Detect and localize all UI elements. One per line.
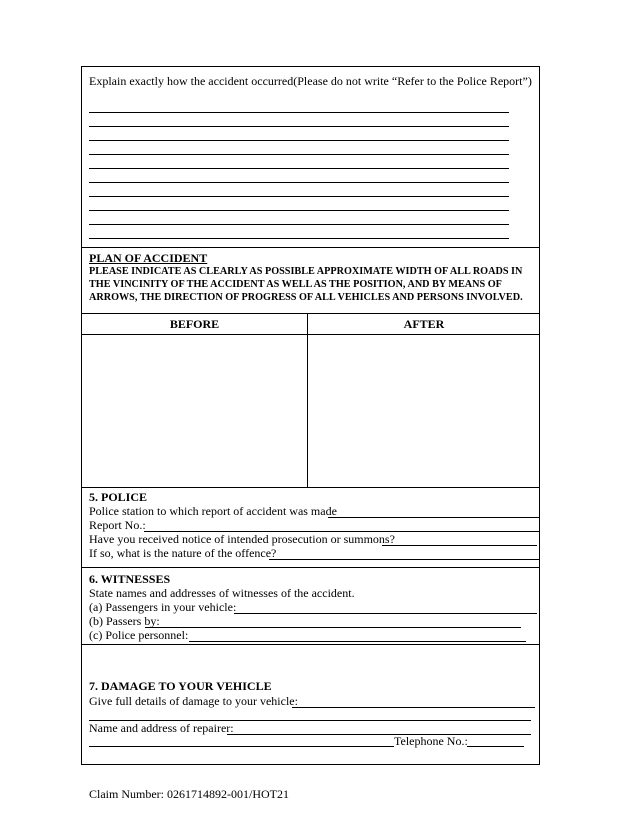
report-number-label: Report No.:	[89, 518, 146, 532]
divider	[82, 487, 539, 488]
explanation-line-3[interactable]	[89, 140, 509, 141]
damage-heading: 7. DAMAGE TO YOUR VEHICLE	[89, 679, 272, 693]
explanation-line-9[interactable]	[89, 224, 509, 225]
damage-details-field[interactable]	[292, 707, 535, 708]
passengers-field[interactable]	[234, 613, 537, 614]
plan-heading: PLAN OF ACCIDENT	[89, 251, 208, 265]
explanation-line-5[interactable]	[89, 168, 509, 169]
police-personnel-label: (c) Police personnel:	[89, 628, 189, 642]
explanation-line-7[interactable]	[89, 196, 509, 197]
divider	[82, 644, 539, 645]
damage-details-label: Give full details of damage to your vehicle:	[89, 694, 298, 708]
police-personnel-field[interactable]	[189, 641, 526, 642]
explanation-line-8[interactable]	[89, 210, 509, 211]
repairer-field-2[interactable]	[89, 746, 394, 747]
police-station-field[interactable]	[328, 517, 539, 518]
witnesses-intro: State names and addresses of witnesses of the accident.	[89, 586, 355, 600]
explanation-line-4[interactable]	[89, 154, 509, 155]
divider	[82, 313, 539, 314]
explanation-line-6[interactable]	[89, 182, 509, 183]
explanation-prompt: Explain exactly how the accident occurred(Please do not write “Refer to the Police Report”)	[89, 74, 532, 88]
explanation-line-2[interactable]	[89, 126, 509, 127]
claim-number: Claim Number: 0261714892-001/HOT21	[89, 787, 289, 801]
divider	[82, 247, 539, 248]
plan-instruction-2: THE VINCINITY OF THE ACCIDENT AS WELL AS THE POSITION, AND BY MEANS OF	[89, 279, 502, 290]
before-drawing-area[interactable]	[82, 335, 307, 487]
plan-instruction-1: PLEASE INDICATE AS CLEARLY AS POSSIBLE APPROXIMATE WIDTH OF ALL ROADS IN	[89, 266, 523, 277]
repairer-label: Name and address of repairer:	[89, 721, 234, 735]
divider	[82, 567, 539, 568]
witnesses-heading: 6. WITNESSES	[89, 572, 171, 586]
claim-form	[81, 66, 540, 765]
explanation-line-1[interactable]	[89, 112, 509, 113]
offence-nature-label: If so, what is the nature of the offence?	[89, 546, 277, 560]
passers-by-label: (b) Passers by:	[89, 614, 160, 628]
before-label: BEFORE	[169, 317, 220, 331]
after-label: AFTER	[403, 317, 445, 331]
after-drawing-area[interactable]	[308, 335, 541, 487]
repairer-field[interactable]	[227, 734, 531, 735]
prosecution-notice-field[interactable]	[382, 545, 537, 546]
passengers-label: (a) Passengers in your vehicle:	[89, 600, 237, 614]
police-heading: 5. POLICE	[89, 490, 148, 504]
passers-by-field[interactable]	[145, 627, 521, 628]
explanation-section	[82, 67, 539, 247]
explanation-line-10[interactable]	[89, 238, 509, 239]
telephone-field[interactable]	[467, 746, 524, 747]
plan-instruction-3: ARROWS, THE DIRECTION OF PROGRESS OF ALL VEHICLES AND PERSONS INVOLVED.	[89, 292, 523, 303]
police-station-label: Police station to which report of accident was made	[89, 504, 337, 518]
telephone-label: Telephone No.:	[394, 734, 468, 748]
prosecution-notice-label: Have you received notice of intended prosecution or summons?	[89, 532, 395, 546]
offence-nature-field[interactable]	[269, 559, 539, 560]
